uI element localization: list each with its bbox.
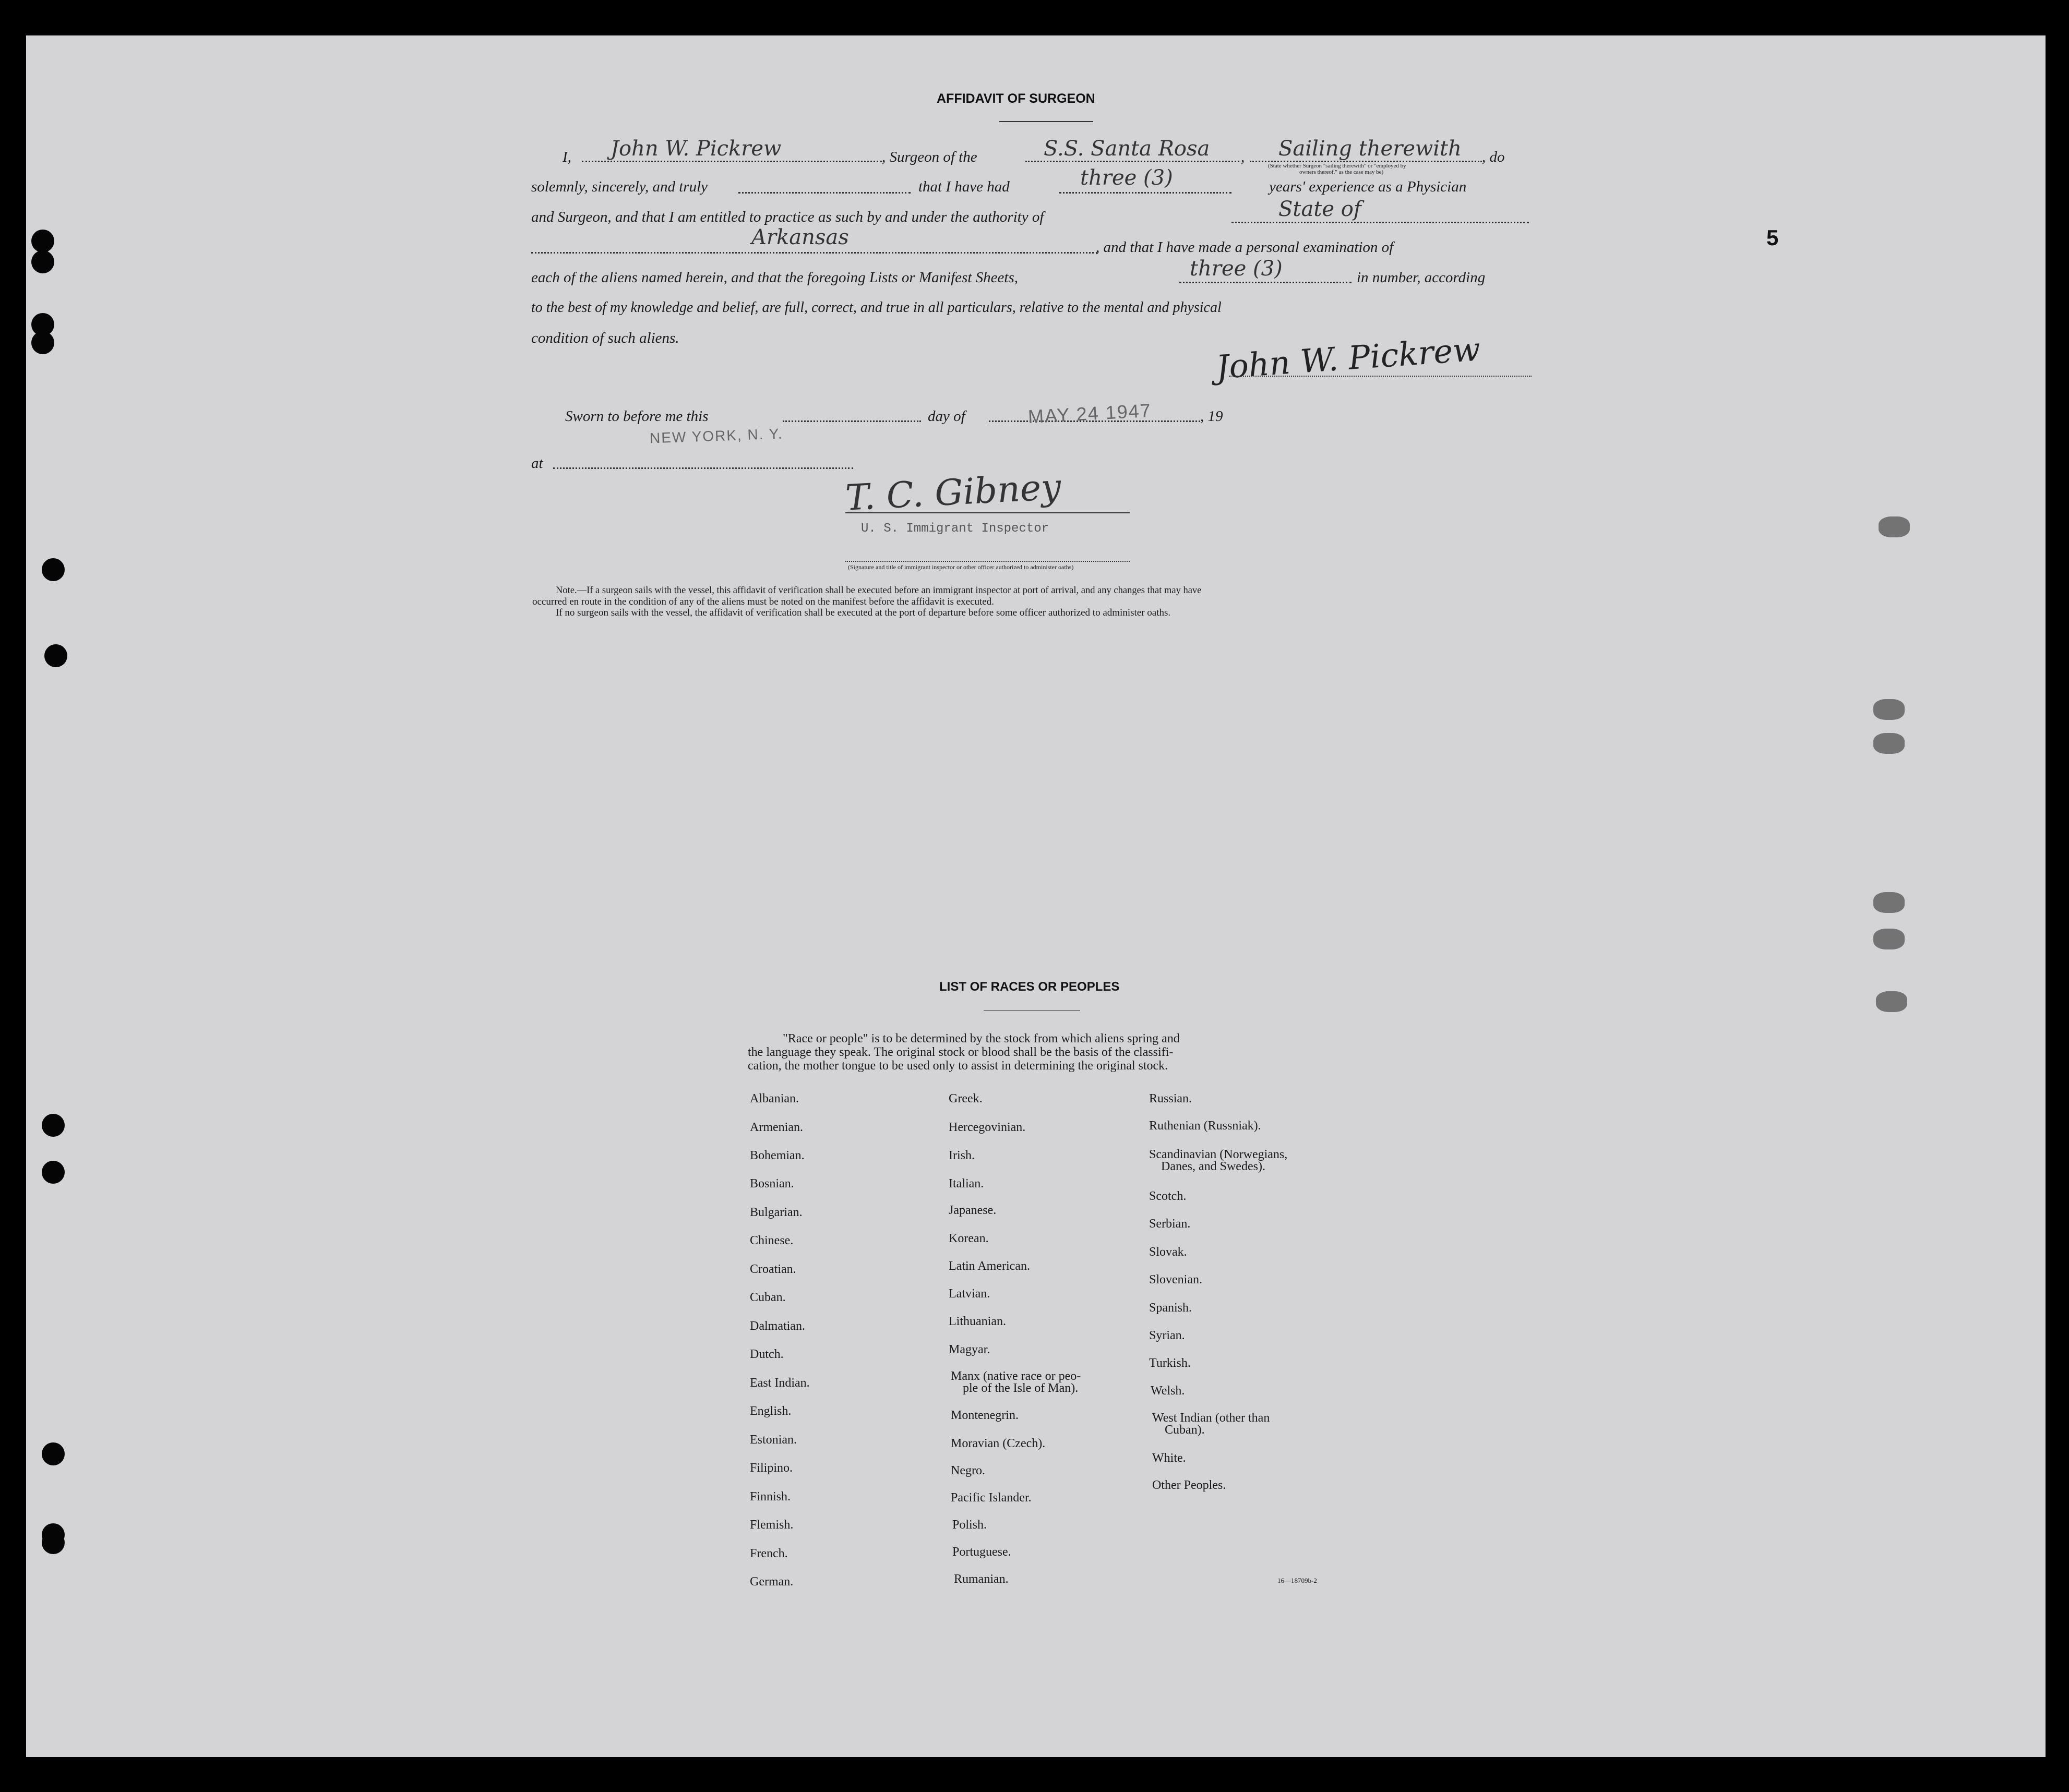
race-item: Dalmatian. bbox=[750, 1319, 805, 1333]
capacity-handwritten: Sailing therewith bbox=[1278, 137, 1462, 161]
punch-hole bbox=[42, 1114, 65, 1137]
affidavit-line5-b: in number, according bbox=[1357, 269, 1486, 286]
signature-line bbox=[1229, 376, 1532, 377]
ink-smudge bbox=[1873, 892, 1905, 913]
race-item: Russian. bbox=[1149, 1092, 1192, 1105]
affidavit-line2-a: solemnly, sincerely, and truly bbox=[531, 178, 708, 195]
inspector-title: U. S. Immigrant Inspector bbox=[861, 522, 1049, 536]
sworn-text: Sworn to before me this bbox=[565, 408, 709, 425]
race-item: West Indian (other than bbox=[1152, 1411, 1270, 1425]
races-intro: cation, the mother tongue to be used only to assist in determining the original stock. bbox=[748, 1059, 1168, 1073]
race-item: ple of the Isle of Man). bbox=[963, 1381, 1079, 1395]
form-number: 16—18709b-2 bbox=[1277, 1577, 1317, 1584]
ink-smudge bbox=[1873, 929, 1905, 949]
at-blank bbox=[553, 467, 853, 469]
sheets-handwritten: three (3) bbox=[1190, 257, 1283, 281]
day-of-text: day of bbox=[928, 408, 965, 425]
race-item: Latin American. bbox=[949, 1259, 1030, 1273]
race-item: Lithuanian. bbox=[949, 1315, 1006, 1328]
at-text: at bbox=[531, 455, 543, 472]
affidavit-line3: and Surgeon, and that I am entitled to practice as such by and under the authority of bbox=[531, 209, 1044, 225]
punch-hole bbox=[42, 1161, 65, 1184]
race-item: Greek. bbox=[949, 1092, 983, 1105]
races-intro: the language they speak. The original stock or blood shall be the basis of the classifi- bbox=[748, 1045, 1174, 1059]
races-intro: "Race or people" is to be determined by the stock from which aliens spring and bbox=[783, 1032, 1180, 1045]
ship-handwritten: S.S. Santa Rosa bbox=[1044, 137, 1210, 161]
race-item: Montenegrin. bbox=[951, 1409, 1019, 1422]
race-item: English. bbox=[750, 1404, 792, 1418]
race-item: Chinese. bbox=[750, 1234, 794, 1247]
punch-hole bbox=[31, 331, 54, 354]
race-item: Other Peoples. bbox=[1152, 1478, 1226, 1492]
year-prefix: , 19 bbox=[1200, 408, 1223, 425]
race-item: Dutch. bbox=[750, 1348, 784, 1361]
punch-hole bbox=[42, 558, 65, 581]
surgeon-name-handwritten: John W. Pickrew bbox=[611, 137, 782, 161]
blank bbox=[738, 192, 911, 194]
punch-hole bbox=[31, 230, 54, 252]
title-underline bbox=[999, 121, 1093, 122]
capacity-note: owners thereof," as the case may be) bbox=[1299, 169, 1384, 175]
race-item: Bulgarian. bbox=[750, 1206, 803, 1219]
affidavit-line1-surgeon-of: , Surgeon of the bbox=[882, 149, 977, 165]
years-handwritten: three (3) bbox=[1080, 166, 1173, 190]
punch-hole bbox=[42, 1531, 65, 1554]
race-item: Flemish. bbox=[750, 1518, 794, 1532]
race-item: Welsh. bbox=[1151, 1384, 1185, 1398]
race-item: Bosnian. bbox=[750, 1177, 794, 1190]
race-item: Pacific Islander. bbox=[951, 1491, 1032, 1505]
race-item: White. bbox=[1152, 1451, 1186, 1465]
race-item: Croatian. bbox=[750, 1262, 796, 1276]
ink-smudge bbox=[1873, 733, 1905, 754]
ship-blank bbox=[1025, 161, 1239, 162]
affidavit-line2-b: that I have had bbox=[918, 178, 1010, 195]
race-item: Cuban). bbox=[1165, 1423, 1205, 1437]
capacity-blank bbox=[1250, 161, 1482, 162]
race-item: Spanish. bbox=[1149, 1301, 1192, 1315]
race-item: Polish. bbox=[952, 1518, 987, 1532]
date-stamp: MAY 24 1947 bbox=[1027, 399, 1152, 428]
ink-smudge bbox=[1873, 699, 1905, 720]
race-item: Filipino. bbox=[750, 1461, 793, 1475]
races-title: LIST OF RACES OR PEOPLES bbox=[939, 980, 1120, 994]
inspector-caption: (Signature and title of immigrant inspector or other officer authorized to administer oaths) bbox=[848, 563, 1074, 571]
race-item: Negro. bbox=[951, 1464, 985, 1477]
affidavit-line2-c: years' experience as a Physician bbox=[1269, 178, 1467, 195]
race-item: Portuguese. bbox=[952, 1545, 1011, 1559]
race-item: Hercegovinian. bbox=[949, 1121, 1026, 1134]
race-item: Scotch. bbox=[1149, 1189, 1187, 1203]
punch-hole bbox=[42, 1442, 65, 1465]
sheets-blank bbox=[1179, 282, 1352, 283]
affidavit-line4: , and that I have made a personal examination of bbox=[1096, 239, 1394, 256]
authority-handwritten-2: Arkansas bbox=[751, 225, 849, 249]
race-item: Slovenian. bbox=[1149, 1273, 1202, 1286]
race-item: Magyar. bbox=[949, 1343, 990, 1356]
race-item: Moravian (Czech). bbox=[951, 1437, 1046, 1450]
comma: , bbox=[1241, 149, 1245, 165]
page-number: 5 bbox=[1766, 225, 1779, 250]
race-item: Bohemian. bbox=[750, 1149, 805, 1162]
race-item: Armenian. bbox=[750, 1121, 803, 1134]
race-item: German. bbox=[750, 1575, 794, 1589]
note-line-3: If no surgeon sails with the vessel, the affidavit of verification shall be executed at the port of departure before some officer authorized to administer oaths. bbox=[556, 607, 1171, 618]
capacity-note: (State whether Surgeon "sailing therewith" or "employed by bbox=[1268, 163, 1406, 169]
race-item: Scandinavian (Norwegians, bbox=[1149, 1148, 1288, 1161]
inspector-title-line bbox=[845, 561, 1130, 562]
affidavit-line5-a: each of the aliens named herein, and that the foregoing Lists or Manifest Sheets, bbox=[531, 269, 1018, 286]
ink-smudge bbox=[1879, 516, 1910, 537]
race-item: Rumanian. bbox=[954, 1572, 1009, 1586]
punch-hole bbox=[44, 644, 67, 667]
race-item: Estonian. bbox=[750, 1433, 797, 1447]
affidavit-line1-i: I, bbox=[563, 149, 571, 165]
sworn-day-blank bbox=[783, 420, 921, 422]
race-item: Ruthenian (Russniak). bbox=[1149, 1119, 1261, 1133]
race-item: Irish. bbox=[949, 1149, 975, 1162]
authority-blank bbox=[1231, 222, 1529, 223]
race-item: French. bbox=[750, 1547, 788, 1560]
affidavit-line7: condition of such aliens. bbox=[531, 330, 679, 346]
inspector-signature: T. C. Gibney bbox=[844, 466, 1062, 519]
surgeon-name-blank bbox=[582, 161, 882, 162]
race-item: Serbian. bbox=[1149, 1217, 1191, 1231]
note-line-1: Note.—If a surgeon sails with the vessel, this affidavit of verification shall be executed before an immigrant inspector at port of arrival, and any changes that may have bbox=[556, 585, 1202, 596]
race-item: Finnish. bbox=[750, 1490, 791, 1504]
affidavit-line6: to the best of my knowledge and belief, are full, correct, and true in all particulars, relative to the mental and physical bbox=[531, 299, 1222, 316]
races-title-underline bbox=[984, 1010, 1080, 1011]
race-item: Italian. bbox=[949, 1177, 984, 1190]
authority-handwritten: State of bbox=[1278, 197, 1361, 221]
race-item: Japanese. bbox=[949, 1204, 997, 1217]
inspector-line bbox=[845, 512, 1130, 513]
race-item: Slovak. bbox=[1149, 1245, 1187, 1259]
years-blank bbox=[1059, 192, 1231, 194]
race-item: Danes, and Swedes). bbox=[1161, 1160, 1265, 1173]
surgeon-signature: John W. Pickrew bbox=[1215, 330, 1482, 387]
punch-hole bbox=[31, 250, 54, 273]
race-item: Syrian. bbox=[1149, 1329, 1185, 1342]
form-sheet bbox=[26, 35, 2046, 1757]
place-stamp: NEW YORK, N. Y. bbox=[649, 425, 784, 447]
race-item: Cuban. bbox=[750, 1291, 786, 1304]
race-item: East Indian. bbox=[750, 1376, 810, 1390]
race-item: Manx (native race or peo- bbox=[951, 1369, 1081, 1383]
race-item: Turkish. bbox=[1149, 1356, 1191, 1370]
note-line-2: occurred en route in the condition of any of the aliens must be noted on the manifest before the affidavit is executed. bbox=[532, 596, 994, 607]
race-item: Latvian. bbox=[949, 1287, 990, 1301]
affidavit-line1-do: , do bbox=[1482, 149, 1505, 165]
race-item: Korean. bbox=[949, 1232, 989, 1245]
race-item: Albanian. bbox=[750, 1092, 799, 1105]
affidavit-title: AFFIDAVIT OF SURGEON bbox=[937, 91, 1095, 106]
authority-blank-2 bbox=[531, 252, 1097, 254]
ink-smudge bbox=[1876, 991, 1907, 1012]
